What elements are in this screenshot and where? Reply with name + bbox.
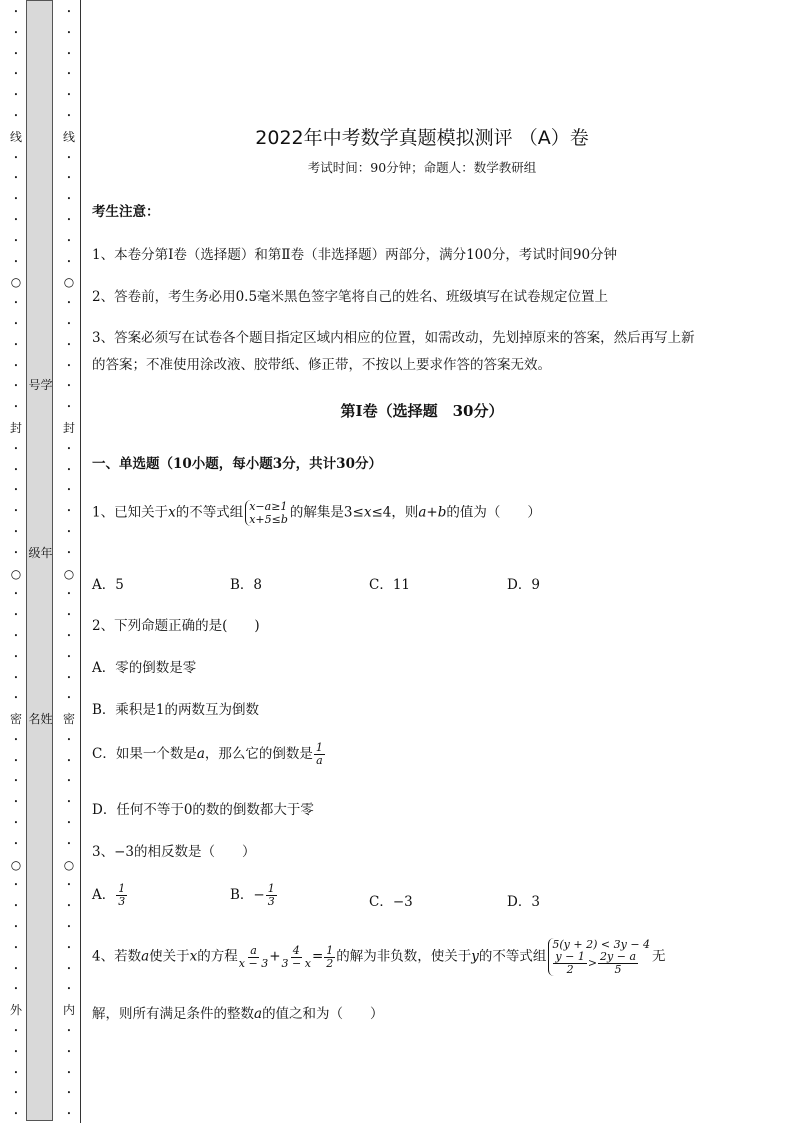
margin-dot: • (66, 257, 72, 266)
margin-dot: • (66, 70, 72, 79)
margin-dot: • (66, 361, 72, 370)
margin-dot: • (13, 1027, 19, 1036)
fraction: $\frac{1}{2}$ (326, 943, 334, 970)
margin-label: ○ (10, 275, 22, 290)
margin-dot: • (13, 195, 19, 204)
q3-option-c: C．−3 (369, 894, 413, 910)
fraction: $\frac{1}{3}$ (267, 882, 275, 908)
margin-dot: • (66, 798, 72, 807)
margin-dot: • (13, 943, 19, 952)
exam-title: 2022年中考数学真题模拟测评 （A）卷 (255, 127, 589, 149)
margin-dot: • (13, 652, 19, 661)
margin-dot: • (66, 881, 72, 890)
margin-dot: • (66, 382, 72, 391)
margin-dot: • (13, 1089, 19, 1098)
margin-dot: • (13, 444, 19, 453)
margin-dot: • (13, 257, 19, 266)
margin-dot: • (66, 153, 72, 162)
margin-dot: • (13, 1110, 19, 1119)
margin-label: 封 (9, 420, 22, 435)
margin-dot: • (66, 673, 72, 682)
margin-dot: • (66, 465, 72, 474)
q1-option-d: D．9 (507, 577, 540, 593)
outer-dot-column (6, 6, 26, 1121)
margin-dot: • (13, 8, 19, 16)
margin-dot: • (13, 902, 19, 911)
margin-dot: • (13, 735, 19, 744)
margin-dot: • (66, 195, 72, 204)
margin-dot: • (66, 8, 72, 16)
margin-dot: • (66, 1110, 72, 1119)
margin-dot: • (66, 236, 72, 245)
margin-dot: • (66, 1047, 72, 1056)
question-2: 2、下列命题正确的是( ) (92, 618, 260, 634)
margin-dot: • (66, 444, 72, 453)
margin-dot: • (13, 153, 19, 162)
margin-label: ○ (63, 566, 75, 581)
margin-dot: • (13, 236, 19, 245)
margin-dot: • (13, 1047, 19, 1056)
margin-dot: • (13, 91, 19, 100)
q1-option-a: A．5 (92, 577, 124, 593)
q3-option-a: A． $\frac{1}{3}$ (92, 882, 126, 908)
note-item-3-cont: 的答案；不准使用涂改液、胶带纸、修正带，不按以上要求作答的答案无效。 (92, 357, 551, 373)
margin-dot: • (13, 215, 19, 224)
q3-option-d: D．3 (507, 894, 540, 910)
margin-dot: • (66, 902, 72, 911)
fraction: $\frac{y - 1}{2}$ (555, 950, 585, 976)
margin-dot: • (13, 798, 19, 807)
margin-label: ○ (63, 275, 75, 290)
margin-dot: • (66, 527, 72, 536)
question-4-cont: 解，则所有满足条件的整数a的值之和为（ ） (92, 1006, 384, 1022)
note-item-3: 3、答案必须写在试卷各个题目指定区域内相应的位置，如需改动，先划掉原来的答案，然后再写上新 (92, 330, 695, 346)
margin-label: 线 (9, 129, 22, 144)
margin-label: ○ (10, 566, 22, 581)
margin-dot: • (13, 548, 19, 557)
margin-label: 线 (62, 129, 75, 144)
margin-dot: • (13, 465, 19, 474)
margin-dot: • (66, 756, 72, 765)
note-item-1: 1、本卷分第I卷（选择题）和第Ⅱ卷（非选择题）两部分，满分100分，考试时间90分钟 (92, 247, 618, 263)
note-item-2: 2、答卷前，考生务必用0.5毫米黑色签字笔将自己的姓名、班级填写在试卷规定位置上 (92, 289, 609, 305)
margin-dot: • (66, 735, 72, 744)
margin-dot: • (13, 527, 19, 536)
question-1: 1、已知关于x的不等式组 x−a≥1 x+5≤b 的解集是3≤x≤4，则a+b的值为（ ） (92, 500, 541, 526)
margin-dot: • (13, 70, 19, 79)
margin-dot: • (13, 319, 19, 328)
margin-label: 内 (62, 1003, 75, 1018)
margin-dot: • (13, 839, 19, 848)
margin-dot: • (66, 985, 72, 994)
q2-option-c: C．如果一个数是a，那么它的倒数是 $\frac{1}{a}$ (92, 741, 323, 767)
margin-dot: • (66, 1027, 72, 1036)
margin-dot: • (13, 111, 19, 120)
margin-dot: • (13, 340, 19, 349)
margin-dot: • (66, 28, 72, 37)
margin-dot: • (66, 91, 72, 100)
q2-option-a: A．零的倒数是零 (92, 660, 197, 676)
margin-dot: • (66, 943, 72, 952)
q2-option-d: D．任何不等于0的数的倒数都大于零 (92, 802, 314, 818)
margin-dot: • (13, 382, 19, 391)
q3-option-b: B．− $\frac{1}{3}$ (230, 882, 275, 908)
margin-dot: • (13, 881, 19, 890)
inner-dot-column (59, 6, 79, 1121)
fraction: $\frac{a}{x - 3}$ (238, 943, 269, 970)
margin-dot: • (13, 777, 19, 786)
margin-dot: • (66, 1068, 72, 1077)
margin-dot: • (66, 319, 72, 328)
margin-dot: • (66, 923, 72, 932)
margin-dot: • (13, 1068, 19, 1077)
margin-dot: • (13, 756, 19, 765)
margin-dot: • (66, 49, 72, 58)
margin-dot: • (66, 111, 72, 120)
margin-dot: • (66, 964, 72, 973)
field-class: 级年 (28, 546, 53, 560)
margin-dot: • (13, 590, 19, 599)
fraction: $\frac{1}{3}$ (118, 882, 126, 908)
q2-option-b: B．乘积是1的两数互为倒数 (92, 702, 260, 718)
margin-label: 密 (9, 712, 22, 727)
margin-dot: • (66, 1089, 72, 1098)
margin-dot: • (66, 611, 72, 620)
margin-dot: • (66, 694, 72, 703)
margin-dot: • (66, 839, 72, 848)
margin-dot: • (13, 49, 19, 58)
part-heading: 一、单选题（10小题，每小题3分，共计30分） (92, 456, 382, 472)
margin-dot: • (13, 299, 19, 308)
margin-dot: • (13, 923, 19, 932)
field-student-number: 号学 (28, 378, 53, 392)
margin-dot: • (13, 631, 19, 640)
margin-dot: • (66, 631, 72, 640)
question-3: 3、−3的相反数是（ ） (92, 844, 256, 860)
margin-label: 密 (62, 712, 75, 727)
question-4: 4、若数a使关于x的方程 $\frac{a}{x - 3}$ + $\frac{4}{3 - x}$ = $\frac{1}{2}$ 的解为非负数，使关于y的不等式组 5(y + 2) < 3y − 4 $\frac{y - 1}{2}$ > $\frac{2y - a}{5}$ 无 (92, 938, 666, 976)
margin-dot: • (13, 964, 19, 973)
margin-divider (80, 0, 81, 1123)
margin-dot: • (66, 590, 72, 599)
margin-dot: • (13, 174, 19, 183)
inequality-system: x−a≥1 x+5≤b (245, 500, 288, 526)
margin-dot: • (66, 819, 72, 828)
margin-dot: • (66, 403, 72, 412)
margin-dot: • (66, 777, 72, 786)
margin-dot: • (66, 215, 72, 224)
section-title: 第I卷（选择题 30分） (340, 402, 504, 420)
fraction: $\frac{1}{a}$ (315, 741, 323, 767)
margin-dot: • (66, 299, 72, 308)
margin-label: ○ (63, 857, 75, 872)
margin-dot: • (13, 507, 19, 516)
margin-label: ○ (10, 857, 22, 872)
margin-dot: • (66, 507, 72, 516)
q1-option-b: B．8 (230, 577, 263, 593)
q1-option-c: C．11 (369, 577, 411, 593)
margin-dot: • (13, 486, 19, 495)
inequality-system: 5(y + 2) < 3y − 4 $\frac{y - 1}{2}$ > $\frac{2y - a}{5}$ (548, 938, 650, 976)
margin-dot: • (13, 985, 19, 994)
margin-dot: • (66, 174, 72, 183)
margin-dot: • (13, 361, 19, 370)
margin-dot: • (13, 28, 19, 37)
margin-label: 封 (62, 420, 75, 435)
notes-heading: 考生注意： (92, 204, 160, 220)
margin-dot: • (13, 403, 19, 412)
fraction: $\frac{2y - a}{5}$ (600, 950, 637, 976)
margin-dot: • (66, 486, 72, 495)
field-name: 名姓 (28, 712, 53, 726)
margin-dot: • (13, 694, 19, 703)
margin-dot: • (66, 340, 72, 349)
exam-subtitle: 考试时间：90分钟；命题人：数学教研组 (307, 160, 537, 175)
margin-dot: • (66, 652, 72, 661)
margin-dot: • (66, 548, 72, 557)
margin-label: 外 (9, 1003, 22, 1018)
margin-dot: • (13, 611, 19, 620)
margin-dot: • (13, 819, 19, 828)
margin-dot: • (13, 673, 19, 682)
fraction: $\frac{4}{3 - x}$ (281, 943, 311, 970)
student-info-strip (26, 0, 53, 1121)
